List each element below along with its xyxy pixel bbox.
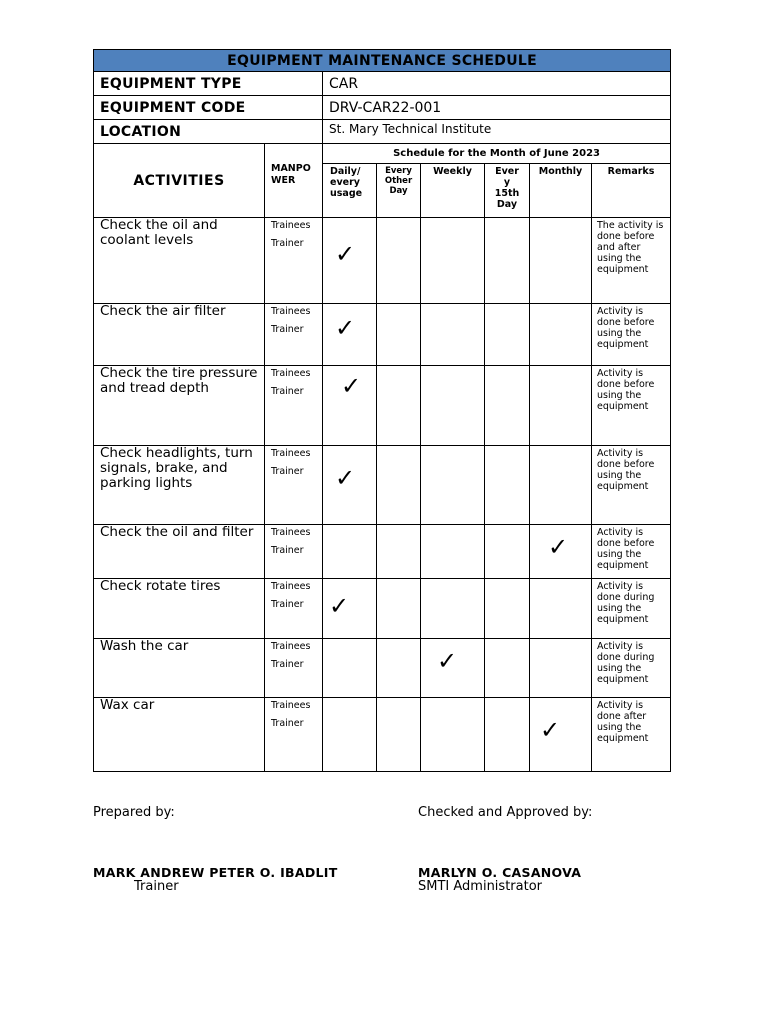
check-mark-icon: ✓: [437, 647, 458, 675]
equipment-code-label: EQUIPMENT CODE: [94, 96, 323, 120]
prepared-by-name: MARK ANDREW PETER O. IBADLIT: [93, 865, 338, 880]
every-other-day-line3: Day: [389, 186, 408, 196]
schedule-cell-every-other-day: [377, 579, 421, 639]
schedule-cell-monthly: [530, 304, 592, 366]
manpower-trainer: Trainer: [271, 324, 304, 335]
manpower-trainees: Trainees: [271, 581, 311, 592]
schedule-cell-every-15th: [485, 579, 530, 639]
schedule-cell-every-other-day: [377, 446, 421, 525]
schedule-cell-every-15th: [485, 639, 530, 698]
schedule-cell-daily: [323, 304, 377, 366]
weekly-header: Weekly: [421, 164, 485, 218]
activity-cell: Check rotate tires: [94, 579, 265, 639]
remarks-cell: Activity is done before using the equipment: [592, 446, 671, 525]
schedule-cell-monthly: [530, 525, 592, 579]
daily-header-line1: Daily/: [330, 166, 361, 177]
schedule-cell-weekly: [421, 366, 485, 446]
equipment-type-label: EQUIPMENT TYPE: [94, 72, 323, 96]
check-mark-icon: ✓: [548, 533, 569, 561]
check-mark-icon: ✓: [540, 716, 561, 744]
remarks-cell: Activity is done before using the equipment: [592, 525, 671, 579]
schedule-cell-every-other-day: [377, 639, 421, 698]
schedule-cell-every-other-day: [377, 525, 421, 579]
check-mark-icon: ✓: [335, 314, 356, 342]
schedule-cell-daily: [323, 579, 377, 639]
check-mark-icon: ✓: [335, 464, 356, 492]
equipment-code-value: DRV-CAR22-001: [323, 96, 671, 120]
location-value: St. Mary Technical Institute: [323, 120, 671, 144]
every-15th-line1: Ever: [495, 166, 519, 177]
schedule-cell-monthly: [530, 579, 592, 639]
manpower-cell: [265, 698, 323, 772]
activity-cell: Check headlights, turn signals, brake, and parking lights: [94, 446, 265, 525]
remarks-cell: Activity is done before using the equipment: [592, 366, 671, 446]
every-15th-line3: 15th: [494, 188, 520, 199]
every-other-day-line2: Other: [384, 176, 413, 186]
manpower-trainer: Trainer: [271, 545, 304, 556]
remarks-cell: Activity is done after using the equipment: [592, 698, 671, 772]
schedule-cell-daily: [323, 525, 377, 579]
schedule-cell-daily: [323, 446, 377, 525]
schedule-cell-monthly: [530, 698, 592, 772]
check-mark-icon: ✓: [335, 240, 356, 268]
table-row: [94, 639, 671, 698]
schedule-cell-weekly: [421, 639, 485, 698]
manpower-trainees: Trainees: [271, 700, 311, 711]
schedule-cell-every-15th: [485, 366, 530, 446]
every-15th-day-header: [485, 164, 530, 218]
manpower-header: [265, 144, 323, 218]
schedule-cell-weekly: [421, 446, 485, 525]
manpower-trainer: Trainer: [271, 466, 304, 477]
schedule-cell-weekly: [421, 579, 485, 639]
schedule-cell-monthly: [530, 218, 592, 304]
schedule-caption: Schedule for the Month of June 2023: [323, 144, 671, 164]
every-other-day-header: [377, 164, 421, 218]
manpower-cell: [265, 366, 323, 446]
schedule-cell-weekly: [421, 698, 485, 772]
activity-cell: Check the tire pressure and tread depth: [94, 366, 265, 446]
schedule-cell-every-15th: [485, 446, 530, 525]
schedule-cell-monthly: [530, 366, 592, 446]
manpower-cell: [265, 639, 323, 698]
table-row: [94, 304, 671, 366]
manpower-trainees: Trainees: [271, 368, 311, 379]
daily-header: [323, 164, 377, 218]
table-row: [94, 218, 671, 304]
manpower-cell: [265, 218, 323, 304]
schedule-cell-every-15th: [485, 698, 530, 772]
manpower-trainer: Trainer: [271, 386, 304, 397]
maintenance-schedule-table: [93, 49, 671, 772]
monthly-header: Monthly: [530, 164, 592, 218]
schedule-cell-daily: [323, 218, 377, 304]
manpower-cell: [265, 525, 323, 579]
schedule-cell-weekly: [421, 304, 485, 366]
manpower-trainer: Trainer: [271, 238, 304, 249]
schedule-cell-every-other-day: [377, 698, 421, 772]
approved-by-label: Checked and Approved by:: [418, 805, 593, 820]
activity-cell: Wash the car: [94, 639, 265, 698]
schedule-cell-every-other-day: [377, 218, 421, 304]
prepared-by-label: Prepared by:: [93, 805, 175, 820]
table-row: [94, 525, 671, 579]
schedule-cell-monthly: [530, 446, 592, 525]
every-15th-line2: y: [503, 177, 511, 188]
table-row: [94, 446, 671, 525]
manpower-cell: [265, 446, 323, 525]
activity-cell: Check the oil and coolant levels: [94, 218, 265, 304]
manpower-trainees: Trainees: [271, 527, 311, 538]
manpower-trainees: Trainees: [271, 641, 311, 652]
schedule-cell-every-15th: [485, 304, 530, 366]
prepared-by-role: Trainer: [134, 879, 179, 894]
approved-by-name: MARLYN O. CASANOVA: [418, 865, 582, 880]
remarks-cell: The activity is done before and after using the equipment: [592, 218, 671, 304]
manpower-cell: [265, 304, 323, 366]
manpower-header-line2: WER: [271, 175, 296, 186]
activity-cell: Check the oil and filter: [94, 525, 265, 579]
daily-header-line2: every: [330, 177, 360, 188]
remarks-cell: Activity is done during using the equipment: [592, 579, 671, 639]
manpower-trainees: Trainees: [271, 306, 311, 317]
manpower-trainer: Trainer: [271, 599, 304, 610]
remarks-header: Remarks: [592, 164, 671, 218]
remarks-cell: Activity is done before using the equipment: [592, 304, 671, 366]
manpower-header-line1: MANPO: [271, 163, 311, 174]
daily-header-line3: usage: [330, 188, 363, 199]
every-15th-line4: Day: [496, 199, 518, 210]
activities-header: ACTIVITIES: [94, 144, 265, 218]
location-label: LOCATION: [94, 120, 323, 144]
equipment-type-value: CAR: [323, 72, 671, 96]
check-mark-icon: ✓: [329, 592, 350, 620]
schedule-cell-every-other-day: [377, 304, 421, 366]
activity-cell: Wax car: [94, 698, 265, 772]
table-row: [94, 579, 671, 639]
every-other-day-line1: Every: [385, 166, 412, 176]
schedule-cell-weekly: [421, 525, 485, 579]
schedule-cell-daily: [323, 639, 377, 698]
schedule-cell-monthly: [530, 639, 592, 698]
schedule-cell-weekly: [421, 218, 485, 304]
approved-by-role: SMTI Administrator: [418, 879, 542, 894]
manpower-trainer: Trainer: [271, 659, 304, 670]
check-mark-icon: ✓: [341, 372, 362, 400]
manpower-trainees: Trainees: [271, 448, 311, 459]
manpower-cell: [265, 579, 323, 639]
remarks-cell: Activity is done during using the equipment: [592, 639, 671, 698]
schedule-cell-daily: [323, 698, 377, 772]
manpower-trainer: Trainer: [271, 718, 304, 729]
schedule-cell-every-other-day: [377, 366, 421, 446]
manpower-trainees: Trainees: [271, 220, 311, 231]
table-row: [94, 366, 671, 446]
schedule-cell-every-15th: [485, 218, 530, 304]
schedule-title: EQUIPMENT MAINTENANCE SCHEDULE: [94, 50, 671, 72]
activity-cell: Check the air filter: [94, 304, 265, 366]
schedule-cell-every-15th: [485, 525, 530, 579]
schedule-cell-daily: [323, 366, 377, 446]
table-row: [94, 698, 671, 772]
